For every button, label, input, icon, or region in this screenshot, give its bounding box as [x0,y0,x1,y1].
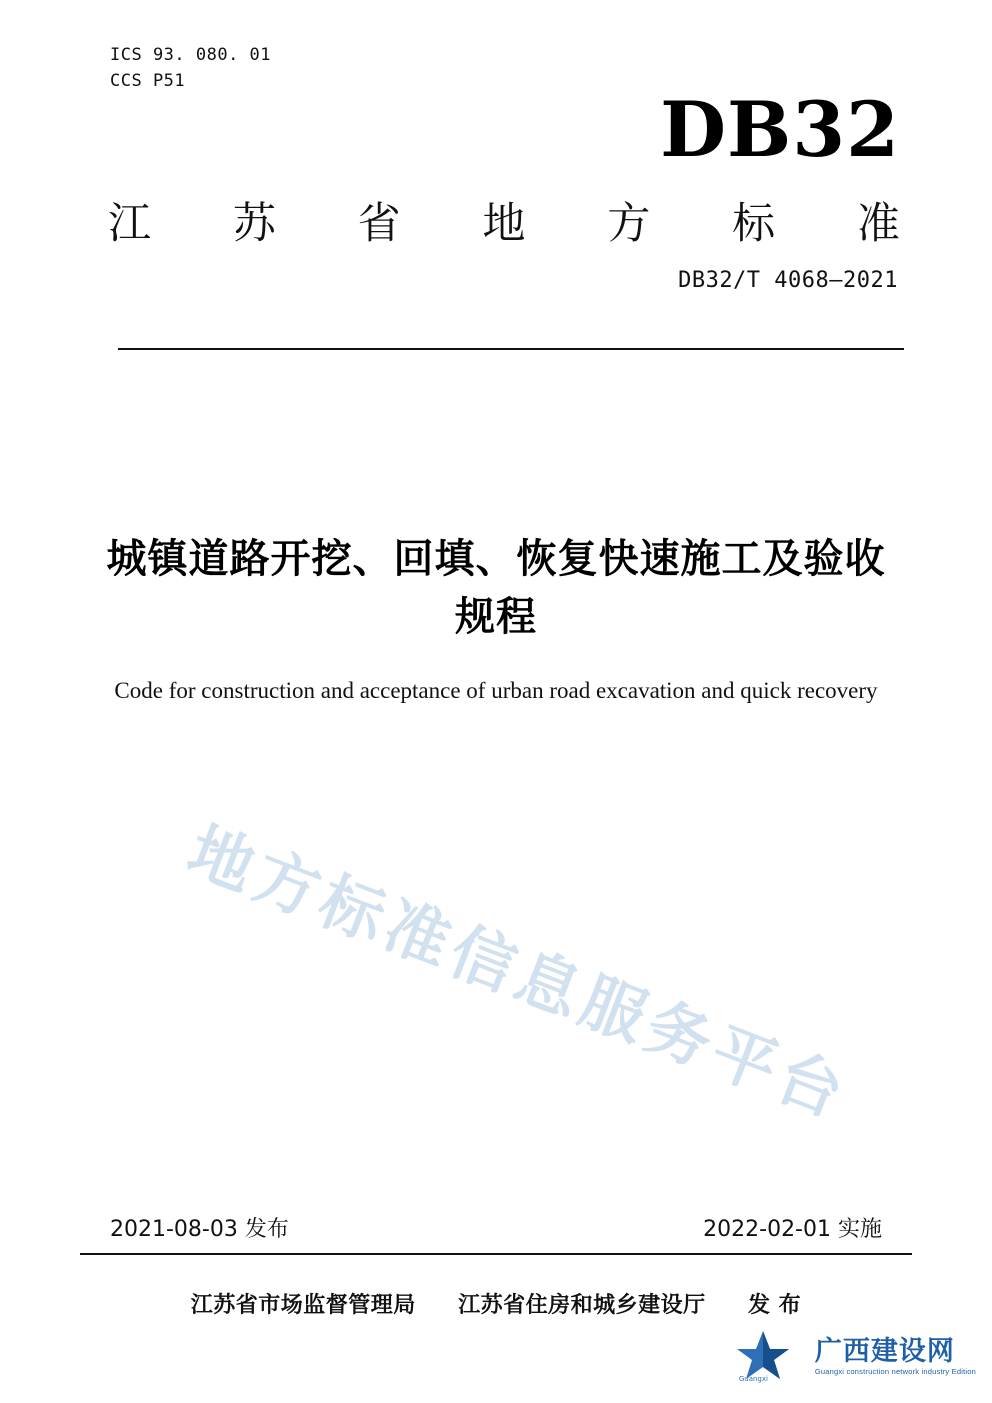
page-title-en: Code for construction and acceptance of urban road excavation and quick recovery [114,678,878,703]
site-logo-text [815,1338,976,1375]
dates-row [110,1212,882,1243]
publisher-org-1: 江苏省市场监督管理局 [190,1293,416,1318]
province-char-4: 方 [607,199,651,249]
publisher-action: 发 布 [748,1293,802,1318]
province-char-6: 准 [856,199,900,249]
ics-code: ICS 93. 080. 01 [110,45,272,65]
classification-codes [110,42,271,95]
standard-number: DB32/T 4068—2021 [678,268,898,293]
star-icon [733,1329,807,1385]
province-char-0: 江 [108,199,151,249]
star-caption: Guangxi [738,1375,768,1383]
page-title-cn: 城镇道路开挖、回填、恢复快速施工及验收规程 [106,536,886,640]
ccs-code: CCS P51 [110,71,186,92]
issue-date: 2021-08-03 发布 [110,1217,289,1242]
province-char-3: 地 [482,199,526,249]
site-name-cn: 广西建设网 [814,1336,955,1368]
db32-logo: DB32 [660,85,900,174]
effective-date: 2022-02-01 实施 [703,1217,882,1242]
publisher-org-2: 江苏省住房和城乡建设厅 [458,1293,706,1318]
publisher-line [0,1288,992,1319]
province-char-2: 省 [357,199,401,249]
province-char-1: 苏 [232,199,276,249]
province-standard-heading [108,190,900,251]
watermark-text: 地方标准信息服务平台 [178,814,859,1134]
header-divider [118,348,904,350]
site-name-en: Guangxi construction network industry Edition [814,1366,976,1376]
province-char-5: 标 [732,199,776,249]
footer-divider [80,1253,912,1255]
site-logo [733,1329,976,1385]
